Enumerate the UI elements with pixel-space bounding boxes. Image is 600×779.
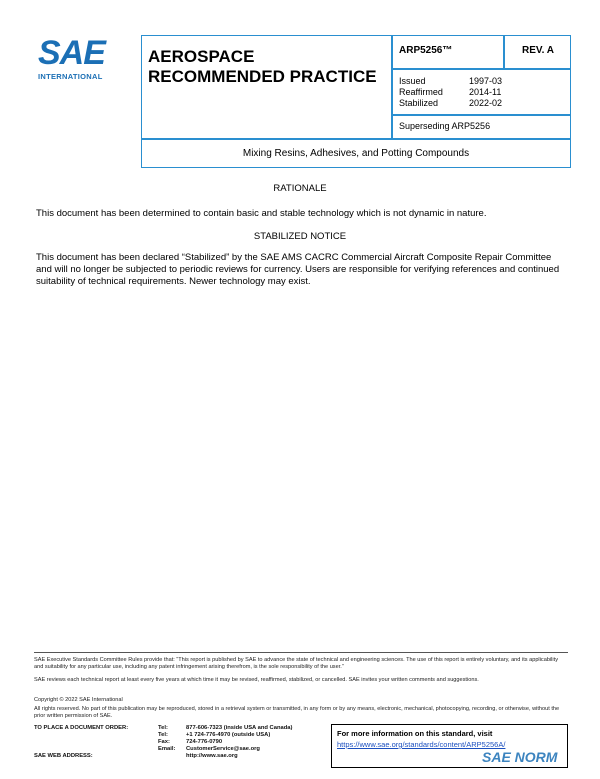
- document-type: [148, 47, 377, 87]
- contact-value: 724-776-0790: [186, 739, 223, 745]
- date-label: Issued: [399, 76, 426, 86]
- date-label: Stabilized: [399, 98, 439, 108]
- document-type-line2: RECOMMENDED PRACTICE: [148, 67, 377, 86]
- logo-mark: SAE: [38, 34, 105, 72]
- superseding-note: Superseding ARP5256: [399, 121, 491, 131]
- contact-row: [34, 732, 292, 739]
- contact-row: [34, 739, 292, 746]
- rationale-text: This document has been determined to contain basic and stable technology which is not dynamic in nature.: [36, 208, 487, 219]
- header-divider: [391, 35, 393, 139]
- contact-row: [34, 725, 292, 732]
- date-value: 1997-03: [469, 76, 503, 86]
- contact-row: [34, 753, 292, 760]
- contact-label: Fax:: [158, 739, 170, 745]
- contact-label: Tel:: [158, 725, 168, 731]
- header-divider: [391, 114, 571, 116]
- document-title: Mixing Resins, Adhesives, and Potting Compounds: [242, 148, 470, 159]
- document-number: ARP5256™: [399, 45, 453, 56]
- contact-value: +1 724-776-4970 (outside USA): [186, 732, 271, 738]
- order-contacts: [34, 725, 292, 760]
- review-statement: SAE reviews each technical report at least every five years at which time it may be revised, reaffirmed, stabilized, or cancelled. SAE invites your written comments and suggestions.: [34, 677, 479, 683]
- date-value: 2014-11: [469, 87, 502, 97]
- rationale-heading: RATIONALE: [273, 183, 327, 194]
- watermark-text: SAE NORM: [482, 749, 558, 765]
- web-address-link[interactable]: http://www.sae.org: [186, 753, 238, 759]
- document-type-line1: AEROSPACE: [148, 47, 255, 66]
- web-label: SAE WEB ADDRESS:: [34, 753, 93, 759]
- sae-logo: [38, 36, 124, 86]
- date-table: [399, 76, 502, 109]
- watermark: [482, 740, 592, 774]
- watermark-icon: [482, 740, 592, 774]
- revision-label: REV. A: [521, 45, 555, 56]
- date-value: 2022-02: [469, 98, 503, 108]
- header-divider: [391, 68, 571, 70]
- copyright: Copyright © 2022 SAE International: [34, 697, 123, 703]
- date-label: Reaffirmed: [399, 87, 443, 97]
- rights-statement: All rights reserved. No part of this publication may be reproduced, stored in a retrieval system or transmitted, in any form or by any means, electronic, mechanical, photocopying, recording, or otherwise, without the prior written permission of SAE.: [34, 706, 560, 719]
- stabilized-heading: STABILIZED NOTICE: [253, 231, 347, 242]
- logo-subtitle: INTERNATIONAL: [38, 72, 103, 81]
- committee-rules: SAE Executive Standards Committee Rules provide that: “This report is published by SAE to advance the state of technical and engineering sciences. The use of this report is entirely voluntary, and its applicability and suitability for any particular use, including any patent infringement arising therefrom, is the sole responsibility of the user.”: [34, 657, 559, 670]
- header-divider: [503, 35, 505, 69]
- contact-label: Email:: [158, 746, 176, 752]
- standard-link[interactable]: https://www.sae.org/standards/content/ARP5256A/: [337, 740, 506, 749]
- order-label: TO PLACE A DOCUMENT ORDER:: [34, 725, 129, 731]
- date-row-issued: [399, 76, 502, 87]
- contact-email[interactable]: CustomerService@sae.org: [186, 746, 260, 752]
- contact-row: [34, 746, 292, 753]
- date-row-reaffirmed: [399, 87, 502, 98]
- more-info-title: For more information on this standard, visit: [337, 729, 493, 738]
- header-divider: [141, 138, 571, 140]
- stabilized-text: This document has been declared “Stabilized” by the SAE AMS CACRC Commercial Aircraft Composite Repair Committee and will no longer be subjected to periodic reviews for currency. Users are responsible for verifying references and continued suitability of technical requirements. Newer technology may exist.: [36, 252, 560, 287]
- contact-value: 877-606-7323 (inside USA and Canada): [186, 725, 293, 731]
- date-row-stabilized: [399, 98, 502, 109]
- contact-label: Tel:: [158, 732, 168, 738]
- footer-divider: [34, 652, 568, 653]
